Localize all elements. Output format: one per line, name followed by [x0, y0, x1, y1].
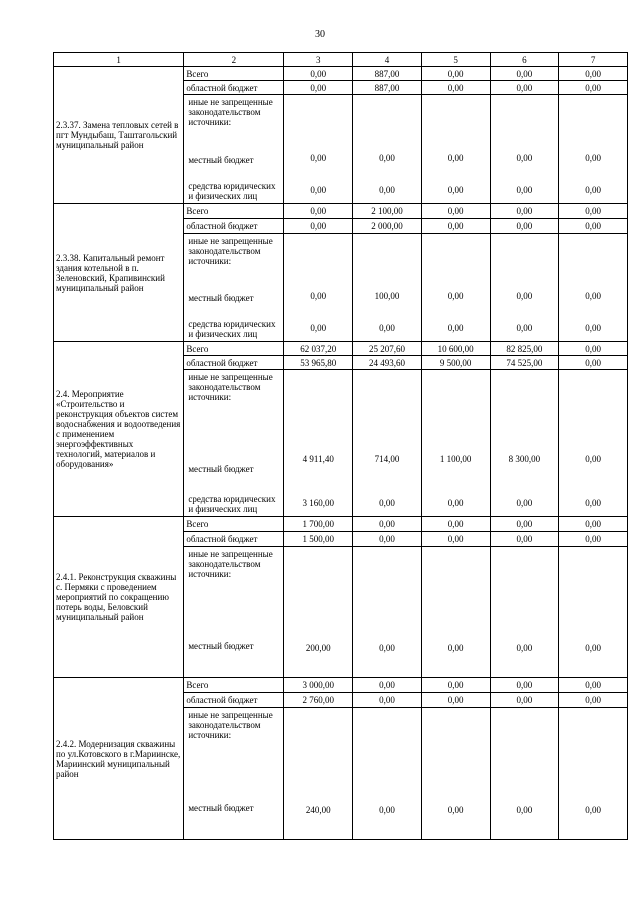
amount-cell: 0,00: [490, 517, 559, 532]
measure-name: 2.4. Мероприятие «Строительство и реконструкция объектов систем водоснабжения и водоотведения с применением энергоэффективных технологий, материалов и оборудования»: [54, 342, 184, 517]
amount-cell: 0,00: [559, 81, 628, 95]
amount-cell: 0,00: [353, 517, 422, 532]
amount-cell-group: [353, 708, 422, 840]
funding-source: средства юридических и физических лиц: [188, 319, 276, 339]
amount-cell: 200,00: [305, 643, 331, 653]
funding-source: местный бюджет: [188, 293, 254, 303]
amount-cell-group: [284, 547, 353, 678]
amount-cell-group: [490, 708, 559, 840]
amount-cell: 0,00: [421, 693, 490, 708]
amount-cell: 3 160,00: [302, 498, 334, 508]
amount-cell-group: [284, 234, 353, 342]
funding-source-group: [184, 547, 284, 678]
amount-cell-group: [284, 370, 353, 517]
funding-source: областной бюджет: [184, 219, 284, 234]
amount-cell: 240,00: [305, 805, 331, 815]
amount-cell: 0,00: [559, 532, 628, 547]
amount-cell-group: [559, 234, 628, 342]
column-header: 5: [421, 53, 490, 67]
amount-cell: 0,00: [379, 185, 395, 195]
amount-cell: 0,00: [516, 498, 533, 508]
amount-cell-group: [353, 95, 422, 204]
amount-cell-group: [284, 95, 353, 204]
amount-cell: 0,00: [379, 643, 395, 653]
amount-cell: 0,00: [447, 185, 464, 195]
amount-cell-group: [490, 547, 559, 678]
amount-cell: 0,00: [421, 204, 490, 219]
amount-cell-group: [421, 234, 490, 342]
amount-cell-group: [353, 234, 422, 342]
funding-source: Всего: [184, 517, 284, 532]
other-sources-label: иные не запрещенные законодательством источники:: [188, 549, 273, 579]
amount-cell: 0,00: [490, 219, 559, 234]
table-row: [54, 204, 628, 219]
amount-cell: 0,00: [421, 81, 490, 95]
amount-cell: 0,00: [353, 532, 422, 547]
funding-table: [53, 52, 628, 840]
amount-cell: 24 493,60: [353, 356, 422, 370]
amount-cell-group: [421, 370, 490, 517]
amount-cell: 0,00: [585, 153, 601, 163]
column-header: 3: [284, 53, 353, 67]
funding-source: местный бюджет: [188, 464, 254, 474]
funding-source: Всего: [184, 678, 284, 693]
amount-cell-group: [353, 547, 422, 678]
funding-source: местный бюджет: [188, 155, 254, 165]
measure-name: 2.3.37. Замена тепловых сетей в пгт Мундыбаш, Таштагольский муниципальный район: [54, 67, 184, 204]
amount-cell: 0,00: [310, 185, 327, 195]
funding-source: средства юридических и физических лиц: [188, 181, 276, 201]
amount-cell: 0,00: [447, 323, 464, 333]
amount-cell: 1 700,00: [284, 517, 353, 532]
amount-cell: 0,00: [585, 323, 601, 333]
amount-cell: 74 525,00: [490, 356, 559, 370]
other-sources-label: иные не запрещенные законодательством источники:: [188, 710, 273, 740]
header-row: [54, 53, 628, 67]
amount-cell: 0,00: [310, 323, 327, 333]
amount-cell-group: [353, 370, 422, 517]
amount-cell: 100,00: [374, 291, 400, 301]
funding-source: областной бюджет: [184, 81, 284, 95]
amount-cell: 25 207,60: [353, 342, 422, 356]
column-header: 1: [54, 53, 184, 67]
amount-cell: 0,00: [490, 532, 559, 547]
amount-cell: 10 600,00: [421, 342, 490, 356]
amount-cell: 0,00: [490, 693, 559, 708]
amount-cell: 0,00: [516, 323, 533, 333]
amount-cell: 9 500,00: [421, 356, 490, 370]
amount-cell: 62 037,20: [284, 342, 353, 356]
funding-source: местный бюджет: [188, 641, 254, 651]
amount-cell: 0,00: [447, 643, 464, 653]
table-row: [54, 678, 628, 693]
column-header: 7: [559, 53, 628, 67]
amount-cell: 0,00: [516, 185, 533, 195]
other-sources-label: иные не запрещенные законодательством источники:: [188, 97, 273, 127]
amount-cell: 2 100,00: [353, 204, 422, 219]
funding-source: местный бюджет: [188, 803, 254, 813]
amount-cell: 4 911,40: [302, 454, 334, 464]
funding-source: Всего: [184, 67, 284, 81]
amount-cell: 887,00: [353, 81, 422, 95]
page-number: 30: [315, 29, 325, 40]
other-sources-label: иные не запрещенные законодательством источники:: [188, 236, 273, 266]
amount-cell-group: [421, 547, 490, 678]
amount-cell-group: [559, 547, 628, 678]
amount-cell: 0,00: [559, 204, 628, 219]
amount-cell: 2 000,00: [353, 219, 422, 234]
funding-source: Всего: [184, 342, 284, 356]
measure-name: 2.4.1. Реконструкция скважины с. Пермяки с проведением мероприятий по сокращению потерь воды, Беловский муниципальный район: [54, 517, 184, 678]
amount-cell: 0,00: [585, 643, 601, 653]
amount-cell: 0,00: [421, 67, 490, 81]
funding-source: средства юридических и физических лиц: [188, 494, 276, 514]
amount-cell: 0,00: [421, 532, 490, 547]
amount-cell: 0,00: [353, 693, 422, 708]
table-row: [54, 517, 628, 532]
funding-source-group: [184, 708, 284, 840]
amount-cell-group: [421, 95, 490, 204]
amount-cell: 0,00: [490, 81, 559, 95]
amount-cell: 0,00: [585, 498, 601, 508]
amount-cell: 0,00: [559, 67, 628, 81]
column-header: 4: [353, 53, 422, 67]
column-header: 6: [490, 53, 559, 67]
funding-source-group: [184, 234, 284, 342]
measure-name: 2.3.38. Капитальный ремонт здания котельной в п. Зеленовский, Крапивинский муниципальный район: [54, 204, 184, 342]
measure-name: 2.4.2. Модернизация скважины по ул.Котовского в г.Мариинске, Мариинский муниципальный район: [54, 678, 184, 840]
amount-cell: 0,00: [516, 153, 533, 163]
amount-cell: 0,00: [284, 204, 353, 219]
amount-cell: 0,00: [585, 454, 601, 464]
amount-cell: 0,00: [353, 678, 422, 693]
table-row: [54, 67, 628, 81]
amount-cell-group: [284, 708, 353, 840]
amount-cell: 0,00: [421, 678, 490, 693]
amount-cell: 0,00: [447, 498, 464, 508]
amount-cell: 0,00: [585, 805, 601, 815]
funding-source-group: [184, 370, 284, 517]
amount-cell: 82 825,00: [490, 342, 559, 356]
amount-cell-group: [559, 708, 628, 840]
amount-cell-group: [559, 370, 628, 517]
amount-cell: 0,00: [585, 185, 601, 195]
funding-source: областной бюджет: [184, 532, 284, 547]
amount-cell-group: [559, 95, 628, 204]
amount-cell-group: [421, 708, 490, 840]
amount-cell-group: [490, 370, 559, 517]
amount-cell: 1 100,00: [439, 454, 472, 464]
amount-cell: 0,00: [447, 805, 464, 815]
amount-cell: 1 500,00: [284, 532, 353, 547]
amount-cell: 0,00: [490, 678, 559, 693]
amount-cell: 887,00: [353, 67, 422, 81]
amount-cell: 0,00: [310, 291, 327, 301]
amount-cell: 0,00: [379, 805, 395, 815]
amount-cell: 3 000,00: [284, 678, 353, 693]
column-header: 2: [184, 53, 284, 67]
amount-cell: 0,00: [310, 153, 327, 163]
amount-cell: 0,00: [421, 219, 490, 234]
amount-cell: 0,00: [559, 219, 628, 234]
amount-cell: 0,00: [447, 291, 464, 301]
amount-cell: 714,00: [374, 454, 400, 464]
amount-cell: 0,00: [559, 356, 628, 370]
funding-source: областной бюджет: [184, 693, 284, 708]
amount-cell: 2 760,00: [284, 693, 353, 708]
funding-source: областной бюджет: [184, 356, 284, 370]
amount-cell-group: [490, 95, 559, 204]
amount-cell: 0,00: [516, 643, 533, 653]
amount-cell: 0,00: [559, 693, 628, 708]
amount-cell: 0,00: [284, 81, 353, 95]
amount-cell: 0,00: [379, 153, 395, 163]
other-sources-label: иные не запрещенные законодательством источники:: [188, 372, 273, 402]
amount-cell: 0,00: [447, 153, 464, 163]
amount-cell: 0,00: [490, 204, 559, 219]
amount-cell: 0,00: [284, 219, 353, 234]
amount-cell: 0,00: [421, 517, 490, 532]
table-row: [54, 342, 628, 356]
amount-cell: 0,00: [379, 498, 395, 508]
amount-cell: 0,00: [559, 342, 628, 356]
amount-cell: 0,00: [379, 323, 395, 333]
amount-cell: 8 300,00: [508, 454, 541, 464]
amount-cell: 0,00: [490, 67, 559, 81]
amount-cell: 0,00: [516, 291, 533, 301]
funding-source: Всего: [184, 204, 284, 219]
amount-cell: 0,00: [284, 67, 353, 81]
amount-cell: 0,00: [559, 678, 628, 693]
amount-cell-group: [490, 234, 559, 342]
funding-source-group: [184, 95, 284, 204]
amount-cell: 0,00: [585, 291, 601, 301]
amount-cell: 0,00: [559, 517, 628, 532]
amount-cell: 53 965,80: [284, 356, 353, 370]
amount-cell: 0,00: [516, 805, 533, 815]
